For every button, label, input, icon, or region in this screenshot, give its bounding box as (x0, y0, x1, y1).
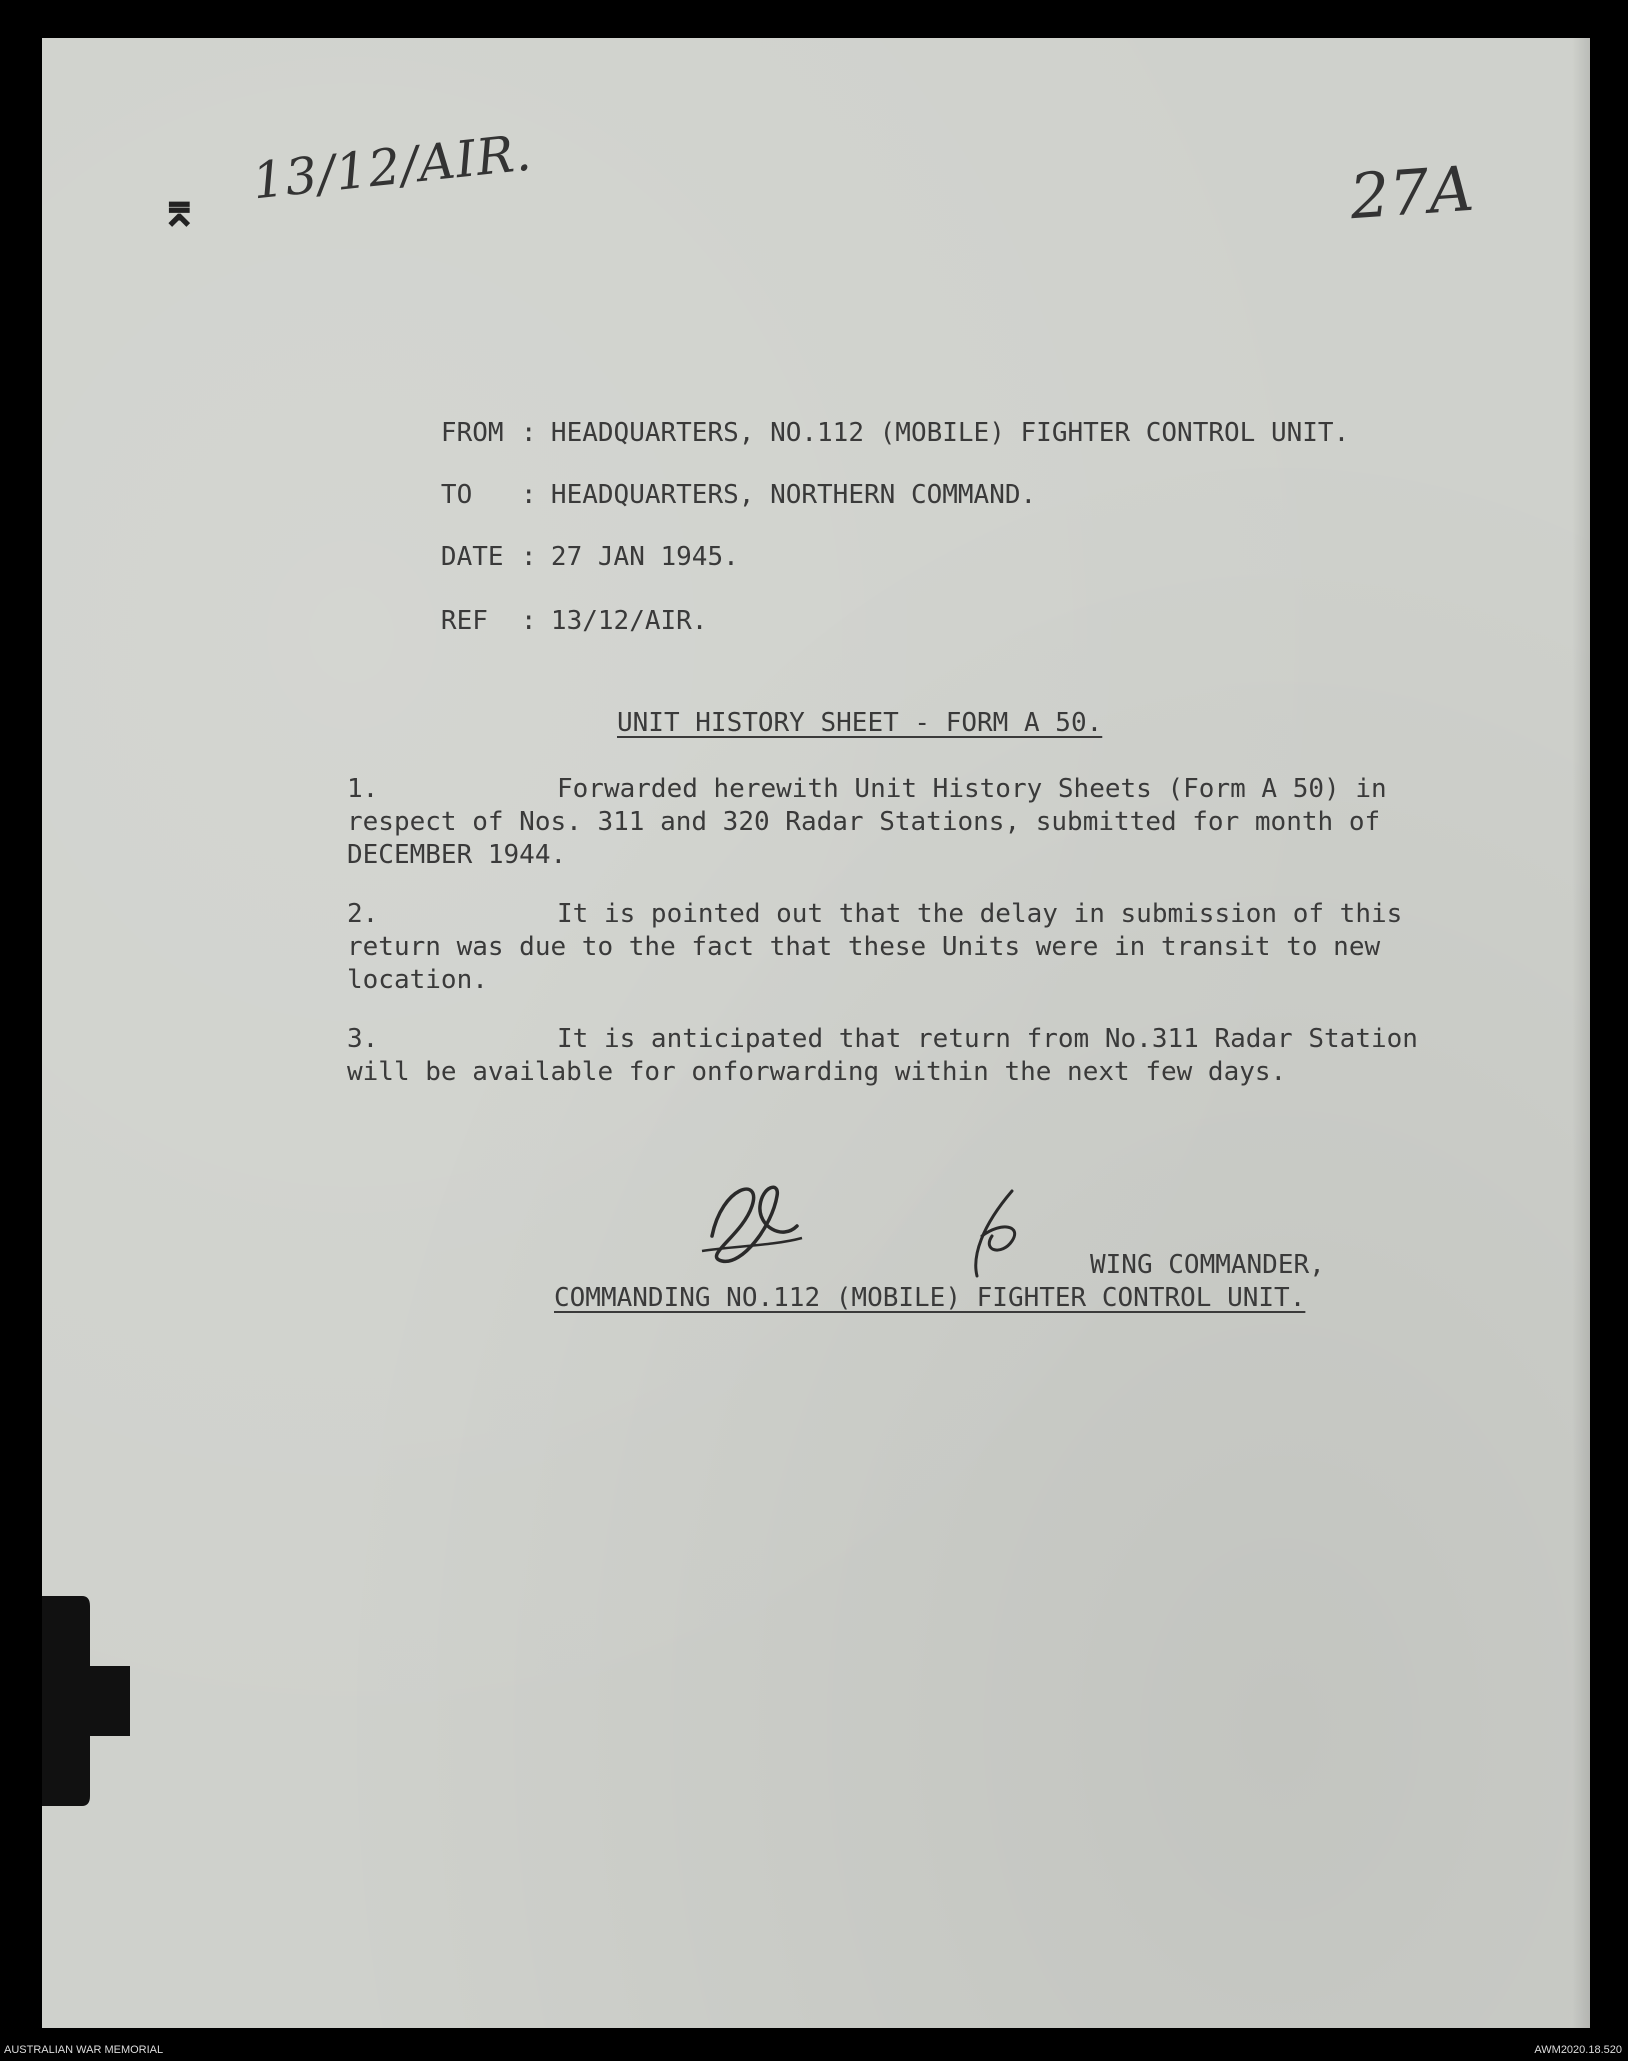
from-value: HEADQUARTERS, NO.112 (MOBILE) FIGHTER CONTROL UNIT. (550, 418, 1350, 448)
to-value: HEADQUARTERS, NORTHERN COMMAND. (550, 480, 1037, 510)
date-label: DATE (440, 542, 504, 572)
paragraph-number: 2. (347, 899, 379, 929)
date-value: 27 JAN 1945. (550, 542, 739, 572)
header-ref (347, 576, 707, 666)
paragraph-2 (347, 898, 1487, 997)
signatory-unit: COMMANDING NO.112 (MOBILE) FIGHTER CONTROL UNIT. (554, 1283, 1306, 1313)
paragraph-number: 3. (347, 1024, 379, 1054)
document-page (42, 38, 1590, 2028)
ref-value: 13/12/AIR. (550, 606, 708, 636)
handwritten-signature (682, 1166, 1102, 1286)
to-separator: : (520, 480, 537, 510)
paragraph-number: 1. (347, 774, 379, 804)
date-separator: : (520, 542, 537, 572)
document-title: UNIT HISTORY SHEET - FORM A 50. (617, 708, 1103, 738)
page-edge-shadow (1572, 38, 1590, 2028)
paragraph-text: Forwarded herewith Unit History Sheets (Form A 50) in respect of Nos. 311 and 320 Radar Stations, submitted for month of DECEMBER 1944. (347, 774, 1387, 870)
paragraph-text: It is anticipated that return from No.311 Radar Station will be available for onforwarding within the next few days. (347, 1024, 1418, 1087)
from-label: FROM (440, 418, 504, 448)
handwritten-tick-mark: ⌆ (160, 183, 199, 237)
paragraph-3 (347, 1023, 1487, 1089)
to-label: TO (440, 480, 473, 510)
handwritten-file-reference: 13/12/AIR. (249, 123, 535, 211)
ref-label: REF (440, 606, 488, 636)
handwritten-folio-number: 27A (1347, 151, 1477, 234)
archive-caption-left: AUSTRALIAN WAR MEMORIAL (4, 2044, 164, 2056)
signatory-rank: WING COMMANDER, (1090, 1250, 1325, 1280)
archive-caption-right: AWM2020.18.520 (1534, 2044, 1622, 2056)
ref-separator: : (520, 606, 537, 636)
paragraph-text: It is pointed out that the delay in submission of this return was due to the fact that these Units were in transit to new location. (347, 899, 1403, 995)
from-separator: : (520, 418, 537, 448)
binder-clip-mark (42, 1596, 130, 1806)
paragraph-1 (347, 773, 1487, 872)
